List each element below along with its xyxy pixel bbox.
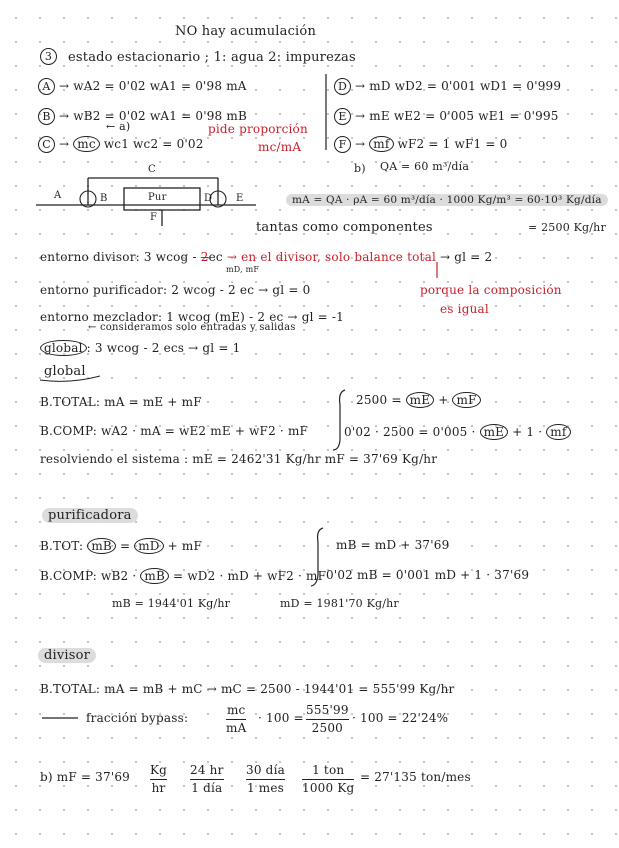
md-mf-note: mD, mF [226,265,260,274]
pur-eq2: 0'02 mB = 0'001 mD + 1 · 37'69 [326,568,530,582]
note-b: b) [354,162,366,175]
div-frac2: 555'99 2500 [306,703,349,735]
global-eq2: 0'02 · 2500 = 0'005 · mE + 1 · mf [344,424,571,440]
stream-e-label: E [334,108,351,125]
stream-a-row [38,78,247,95]
entorno-purificador: entorno purificador: 2 wcog - 2 ec → gl = 0 [40,283,311,297]
stream-e-row [334,108,559,125]
stream-d-text: → mD wD2 = 0'001 wD1 = 0'999 [355,79,562,93]
stream-c-w: wc1 wc2 = 0'02 [103,137,204,151]
red-note-proporcion: pide proporción [208,122,308,136]
stream-f-text: wF2 = 1 wF1 = 0 [397,137,508,151]
stream-a-text: → wA2 = 0'02 wA1 = 0'98 mA [59,79,247,93]
problem-number: 3 [40,48,57,65]
diagram-label-b: B [100,193,108,204]
pur-btot: B.TOT: mB = mD + mF [40,539,203,553]
stream-f-row [334,136,507,153]
diagram-label-f: F [150,212,158,223]
red-note-ratio: mc/mA [258,140,302,154]
div-frac-end: · 100 = 22'24% [352,711,449,725]
divisor-heading: divisor [38,648,96,663]
stream-d-label: D [334,78,351,95]
stream-c-arrow: → [59,137,70,151]
stream-c-label: C [38,136,55,153]
stream-f-arrow: → [355,137,366,151]
partb-start: b) mF = 37'69 [40,770,131,784]
note-a: ← a) [106,120,131,133]
global-gl: global : 3 wcog - 2 ecs → gl = 1 [40,340,240,356]
red-porque: porque la composición [420,283,562,297]
global-bcomp: B.COMP: wA2 · mA = wE2 mE + wF2 · mF [40,424,309,438]
stream-e-text: → mE wE2 = 0'005 wE1 = 0'995 [355,109,559,123]
global-heading: global [44,364,86,379]
consideramos-note: ← consideramos solo entradas y salidas [88,322,296,333]
stream-b-label: B [38,108,55,125]
global-btotal: B.TOTAL: mA = mE + mF [40,395,202,409]
pur-bcomp: B.COMP: wB2 · mB = wD2 · mD + wF2 · mF [40,569,327,583]
partb-result: = 27'135 ton/mes [360,770,471,784]
global-eq1: 2500 = mE + mF [356,392,481,408]
partb-f2: 24 hr 1 día [190,763,224,795]
stream-d-row [334,78,561,95]
partb-f3: 30 día 1 mes [246,763,285,795]
stream-c-mc: mc [73,136,100,152]
stream-f-mf: mf [369,136,393,152]
diagram-label-a: A [54,190,62,201]
diagram-box-label: Pur [148,192,167,203]
partb-f1: Kg hr [150,763,168,795]
stream-f-label: F [334,136,351,153]
diagram-label-e: E [236,193,244,204]
pur-md: mD = 1981'70 Kg/hr [280,597,399,610]
purificadora-heading: purificadora [42,508,138,523]
div-btotal: B.TOTAL: mA = mB + mC → mC = 2500 - 1944'01 = 555'99 Kg/hr [40,682,455,696]
diagram-label-d: D [204,193,213,204]
red-esigual: es igual [440,302,489,316]
partb-f4: 1 ton 1000 Kg [302,763,355,795]
header-note: NO hay acumulación [175,24,317,39]
kg-hr: = 2500 Kg/hr [528,221,606,234]
entorno-divisor: entorno divisor: 3 wcog - 2ec → en el divisor, solo balance total → gl = 2 [40,250,493,264]
entorno-mezclador: entorno mezclador: 1 wcog (mE) - 2 ec → gl = -1 [40,310,344,324]
ma-calc: mA = QA · ρA = 60 m³/día · 1000 Kg/m³ = 60·10³ Kg/día [286,194,608,206]
stream-a-label: A [38,78,55,95]
stream-b-text: → wB2 = 0'02 wA1 = 0'98 mB [59,109,247,123]
qa-value: QA = 60 m³/día [380,160,470,173]
div-frac-mid: · 100 = [258,711,304,725]
tantas-note: tantas como componentes [256,220,433,235]
pur-mb: mB = 1944'01 Kg/hr [112,597,231,610]
global-result: resolviendo el sistema : mE = 2462'31 Kg/hr mF = 37'69 Kg/hr [40,452,438,466]
diagram-label-c: C [148,164,156,175]
div-fraccion: fracción bypass: [86,711,189,725]
div-frac1: mc mA [226,703,247,735]
header-title: estado estacionario ; 1: agua 2: impurezas [68,50,356,65]
pur-eq1: mB = mD + 37'69 [336,538,450,552]
stream-c-row [38,136,204,153]
